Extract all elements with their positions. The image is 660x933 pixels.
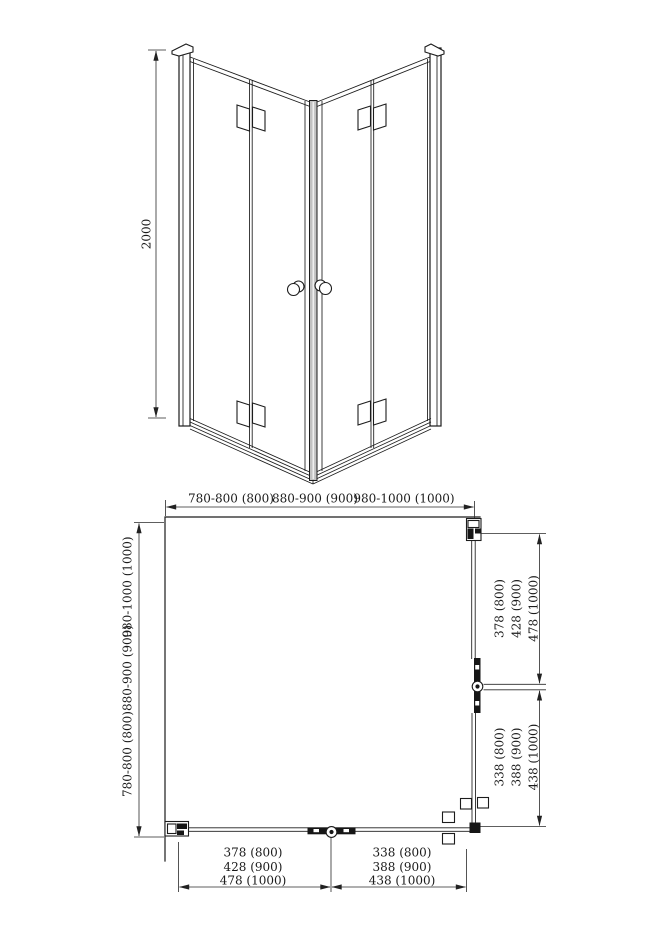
right-wall-profile-plan	[467, 519, 482, 541]
right-panel-top-dim-label-1: 378 (800)	[492, 579, 507, 638]
plan-width-dim-label-2: 880-900 (900)	[272, 491, 358, 506]
plan-depth-dim-label-2: 880-900 (900)	[120, 625, 135, 711]
plan-width-dim-label-1: 780-800 (800)	[188, 491, 274, 506]
bottom-right-door-dim-label-2: 388 (900)	[372, 860, 432, 874]
bottom-wall-profile-plan	[165, 822, 189, 837]
right-panel-bottom-dim-label-3: 438 (1000)	[526, 723, 541, 791]
bottom-right-door-dim-label-3: 438 (1000)	[368, 873, 436, 888]
right-panel-bottom-dim-label-1: 338 (800)	[492, 727, 507, 787]
corner-joint	[470, 823, 481, 834]
front-height-dim-label: 2000	[139, 218, 154, 250]
right-panel-top-dim-label-3: 478 (1000)	[526, 575, 541, 642]
bottom-left-door-dim-label-1: 378 (800)	[223, 845, 283, 860]
plan-depth-dim-label-3: 980-1000 (1000)	[120, 536, 135, 638]
plan-depth-dim-label-1: 780-800 (800)	[120, 711, 135, 797]
corner-post	[310, 101, 318, 481]
right-panel-top-dim-label-2: 428 (900)	[509, 579, 524, 638]
right-panel-bottom-dim-label-2: 388 (900)	[509, 727, 524, 787]
plan-width-dim-label-3: 980-1000 (1000)	[353, 491, 455, 506]
bottom-right-door-dim-label-1: 338 (800)	[372, 845, 432, 860]
bottom-left-door-dim-label-3: 478 (1000)	[219, 873, 287, 888]
bottom-left-door-dim-label-2: 428 (900)	[223, 860, 283, 874]
